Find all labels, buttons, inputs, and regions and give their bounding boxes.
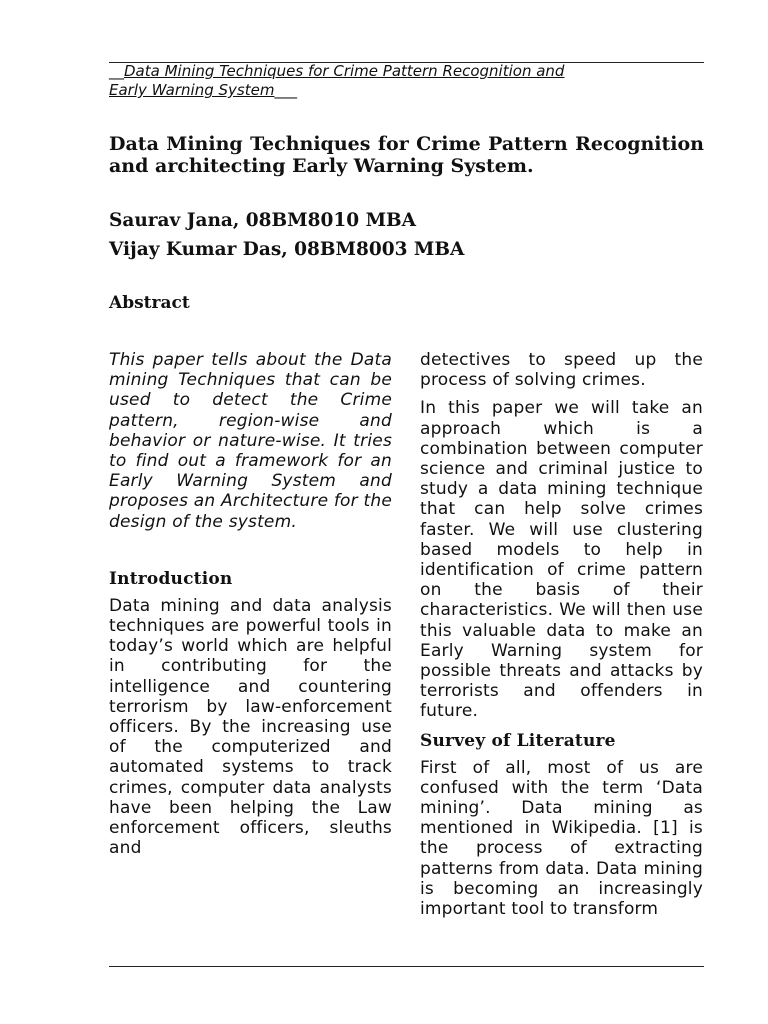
running-header-line2: Early Warning System	[109, 81, 275, 99]
running-header: __Data Mining Techniques for Crime Pattern Recognition and Early Warning System___	[109, 62, 565, 99]
author-2: Vijay Kumar Das, 08BM8003 MBA	[109, 239, 465, 260]
running-header-line1: Data Mining Techniques for Crime Pattern Recognition and	[124, 62, 565, 80]
left-column	[109, 350, 392, 866]
paper-title: Data Mining Techniques for Crime Pattern Recognition and architecting Early Warning System.	[109, 133, 704, 177]
introduction-text: Data mining and data analysis techniques are powerful tools in today’s world which are helpful in contributing for the intelligence and countering terrorism by law-enforcement officers. By the increasing use of the computerized and automated systems to track crimes, computer data analysts have been helping the Law enforcement officers, sleuths and	[109, 595, 392, 859]
continuation-text: detectives to speed up the process of solving crimes.	[420, 350, 703, 391]
right-column	[420, 350, 703, 927]
abstract-text: This paper tells about the Data mining Techniques that can be used to detect the Crime pattern, region-wise and behavior or nature-wise. It tries to find out a framework for an Early Warning System and proposes an Architecture for the design of the system.	[109, 350, 392, 532]
survey-heading: Survey of Literature	[420, 730, 616, 751]
introduction-heading: Introduction	[109, 568, 233, 589]
abstract-heading: Abstract	[109, 293, 190, 313]
survey-text: First of all, most of us are confused with the term ‘Data mining’. Data mining as mentioned in Wikipedia. [1] is the process of extracting patterns from data. Data mining is becoming an increasingly important tool to transform	[420, 757, 703, 920]
author-list	[109, 206, 704, 264]
author-1: Saurav Jana, 08BM8010 MBA	[109, 210, 417, 231]
footer-rule	[109, 966, 704, 967]
approach-paragraph: In this paper we will take an approach which is a combination between computer science and criminal justice to study a data mining technique that can help solve crimes faster. We will use clustering based models to help in identification of crime pattern on the basis of their characteristics. We will then use this valuable data to make an Early Warning system for possible threats and attacks by terrorists and offenders in future.	[420, 398, 703, 722]
